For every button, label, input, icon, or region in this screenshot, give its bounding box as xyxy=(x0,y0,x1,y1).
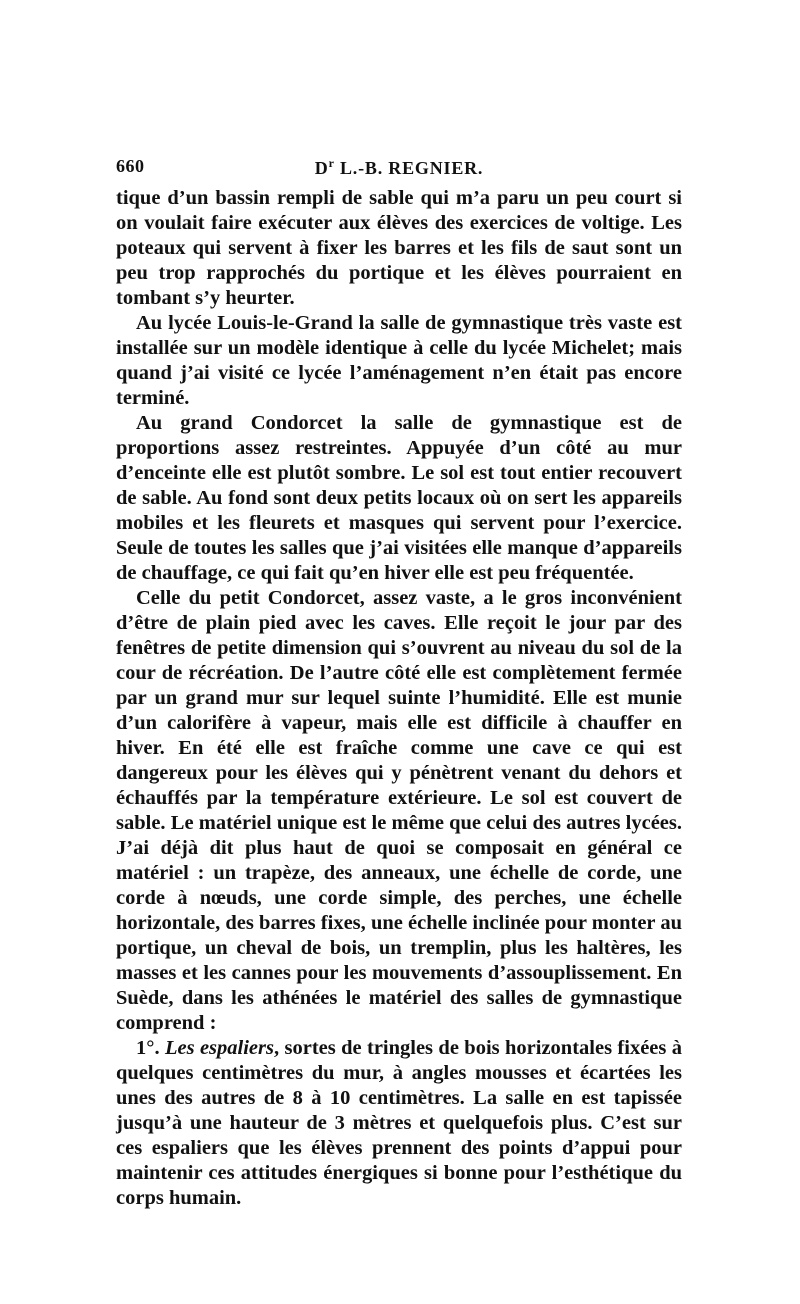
paragraph-petit-condorcet: Celle du petit Condorcet, assez vaste, a le gros inconvénient d’être de plain pied avec les caves. Elle reçoit le jour par des fenêtres de petite dimension qui s’ouvrent au niveau du sol de la cour de récréation. De l’autre côté elle est complètement fermée par un grand mur sur lequel suinte l’humidité. Elle est munie d’un calorifère à vapeur, mais elle est difficile à chauffer en hiver. En été elle est fraîche comme une cave ce qui est dangereux pour les élèves qui y pénètrent venant du dehors et échauffés par la température extérieure. Le sol est couvert de sable. Le matériel unique est le même que celui des autres lycées. J’ai déjà dit plus haut de quoi se composait en général ce matériel : un trapèze, des anneaux, une échelle de corde, une corde à nœuds, une corde simple, des perches, une échelle horizontale, des barres fixes, une échelle inclinée pour monter au portique, un cheval de bois, un tremplin, plus les haltères, les masses et les cannes pour les mouvements d’assouplissement. En Suède, dans les athénées le matériel des salles de gymnastique comprend : xyxy=(116,587,682,1034)
espaliers-term: Les espaliers xyxy=(164,1037,274,1059)
author-name: L.-B. REGNIER. xyxy=(334,158,484,178)
body-text xyxy=(116,186,682,1211)
paragraph-grand-condorcet: Au grand Condorcet la salle de gymnastique est de proportions assez restreintes. Appuyée d’un côté au mur d’enceinte elle est plutôt sombre. Le sol est tout entier recouvert de sable. Au fond sont deux petits locaux où on sert les appareils mobiles et les fleurets et masques qui servent pour l’exercice. Seule de toutes les salles que j’ai visitées elle manque d’appareils de chauffage, ce qui fait qu’en hiver elle est peu fréquentée. xyxy=(116,412,682,584)
paragraph-espaliers xyxy=(116,1036,682,1211)
author-prefix: D xyxy=(314,158,329,178)
paragraph-louis-le-grand: Au lycée Louis-le-Grand la salle de gymnastique très vaste est installée sur un modèle identique à celle du lycée Michelet; mais quand j’ai visité ce lycée l’aménagement n’en était pas encore terminé. xyxy=(116,312,682,409)
list-number: 1°. xyxy=(136,1037,165,1059)
page-number: 660 xyxy=(116,156,145,176)
paragraph-continuation: tique d’un bassin rempli de sable qui m’a paru un peu court si on voulait faire exécuter aux élèves des exercices de voltige. Les poteaux qui servent à fixer les barres et les fils de saut sont un peu trop rapprochés du portique et les élèves pourraient en tombant s’y heurter. xyxy=(116,187,682,309)
espaliers-description: , sortes de tringles de bois horizontales fixées à quelques centimètres du mur, à angles mousses et écartées les unes des autres de 8 à 10 centimètres. La salle en est tapissée jusqu’à une hauteur de 3 mètres et quelquefois plus. C’est sur ces espaliers que les élèves prennent des points d’appui pour maintenir ces attitudes énergiques si bonne pour l’esthétique du corps humain. xyxy=(116,1037,683,1209)
author-prefix-sup: r xyxy=(328,156,335,170)
page-header xyxy=(116,156,682,186)
running-head xyxy=(116,156,682,179)
